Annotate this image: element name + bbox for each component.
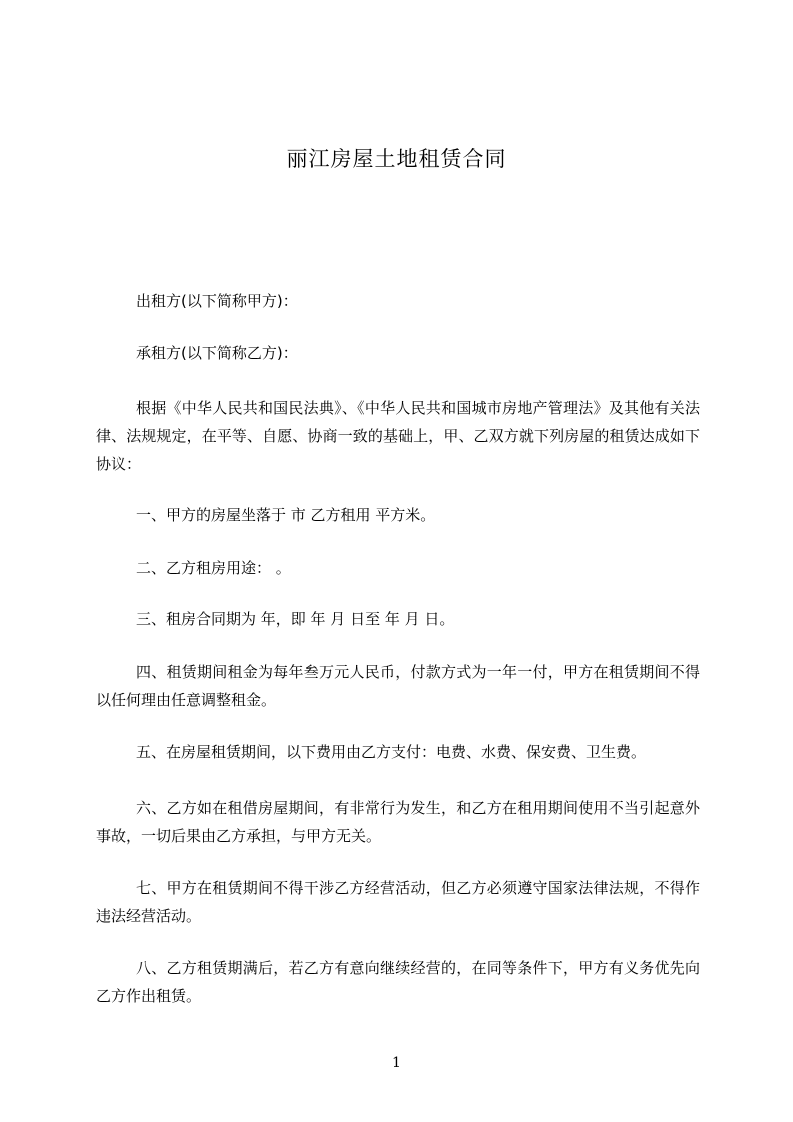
intro-paragraph: 根据《中华人民共和国民法典》、《中华人民共和国城市房地产管理法》及其他有关法律、法规规定，在平等、自愿、协商一致的基础上，甲、乙双方就下列房屋的租赁达成如下协议： [96, 399, 700, 473]
clause-8: 八、乙方租赁期满后，若乙方有意向继续经营的，在同等条件下，甲方有义务优先向乙方作出租赁。 [96, 959, 700, 1005]
clause-3: 三、租房合同期为 年，即 年 月 日至 年 月 日。 [136, 610, 455, 628]
page-number: 1 [392, 1055, 401, 1071]
clause-1: 一、甲方的房屋坐落于 市 乙方租用 平方米。 [136, 506, 436, 524]
clause-6: 六、乙方如在租借房屋期间，有非常行为发生，和乙方在租用期间使用不当引起意外事故，一切后果由乙方承担，与甲方无关。 [96, 799, 700, 845]
clause-2: 二、乙方租房用途： 。 [136, 559, 291, 577]
lessee-line: 承租方(以下简称乙方)： [136, 344, 298, 362]
document-title: 丽江房屋土地租赁合同 [286, 147, 507, 171]
lessor-line: 出租方(以下简称甲方)： [136, 292, 298, 310]
clause-7: 七、甲方在租赁期间不得干涉乙方经营活动，但乙方必须遵守国家法律法规，不得作违法经营活动。 [96, 879, 700, 925]
clause-5: 五、在房屋租赁期间，以下费用由乙方支付：电费、水费、保安费、卫生费。 [136, 743, 647, 761]
clause-4: 四、租赁期间租金为每年叁万元人民币，付款方式为一年一付，甲方在租赁期间不得以任何理由任意调整租金。 [96, 663, 700, 709]
